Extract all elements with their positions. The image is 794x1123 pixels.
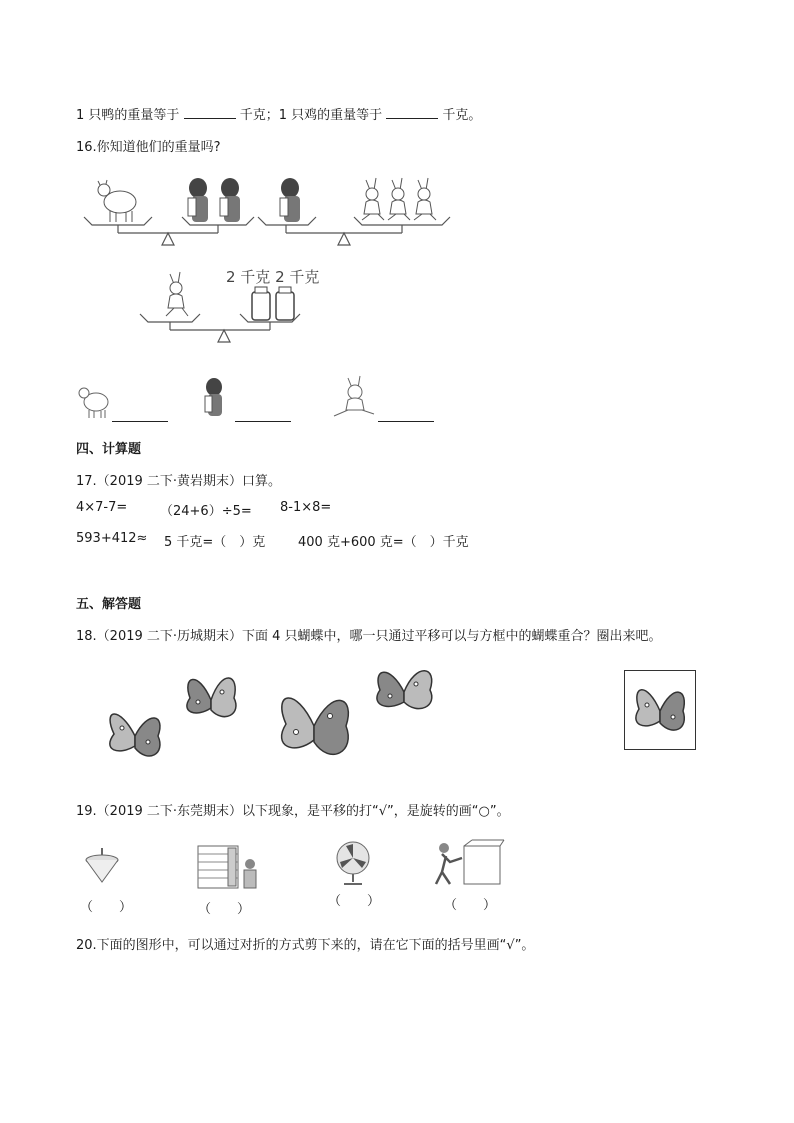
rabbit-weight-blank[interactable] <box>378 420 434 422</box>
q17-item-3: 8-1×8= <box>280 500 332 515</box>
rabbit-icon <box>330 374 380 420</box>
q17-item-2: （24+6）÷5= <box>160 504 252 519</box>
q20-title: 20.下面的图形中，可以通过对折的方式剪下来的，请在它下面的括号里画“√”。 <box>76 938 535 953</box>
q15-blank-duck[interactable] <box>184 117 236 119</box>
dog-icon <box>274 176 308 224</box>
sheep-weight-blank[interactable] <box>112 420 168 422</box>
weights-label: 2 千克 2 千克 <box>226 268 320 286</box>
rabbit-icon <box>356 176 440 224</box>
butterfly-icon[interactable] <box>270 676 360 776</box>
q15-blank-chicken[interactable] <box>386 117 438 119</box>
butterfly-icon[interactable] <box>178 662 244 734</box>
q19-bracket-3[interactable]: （ ） <box>328 894 381 909</box>
q17-item-4: 593+412≈ <box>76 531 148 546</box>
rabbit-icon <box>160 270 190 320</box>
sliding-window-icon <box>196 844 262 890</box>
dog-icon <box>200 376 230 418</box>
q15-answer-line: 1 只鸭的重量等于 千克；1 只鸡的重量等于 千克。 <box>76 108 482 123</box>
pushing-box-icon <box>434 840 504 888</box>
q18-title: 18.（2019 二下·历城期末）下面 4 只蝴蝶中，哪一只通过平移可以与方框中的蝴蝶重合？圈出来吧。 <box>76 629 662 644</box>
butterfly-icon <box>627 673 693 747</box>
dog-icon <box>184 176 250 224</box>
q19-bracket-2[interactable]: （ ） <box>198 902 251 917</box>
q17-item-5: 5 千克=（ ）克 <box>164 535 266 550</box>
q17-item-6: 400 克+600 克=（ ）千克 <box>298 535 469 550</box>
q16-title: 16.你知道他们的重量吗? <box>76 140 221 155</box>
butterfly-icon[interactable] <box>100 696 170 776</box>
sheep-icon <box>76 384 112 420</box>
spinning-top-icon <box>82 846 122 886</box>
q19-bracket-1[interactable]: （ ） <box>80 900 133 915</box>
reference-butterfly-frame <box>624 670 696 750</box>
q19-bracket-4[interactable]: （ ） <box>444 898 497 913</box>
dog-weight-blank[interactable] <box>235 420 291 422</box>
q17-item-1: 4×7-7= <box>76 500 128 515</box>
q17-title: 17.（2019 二下·黄岩期末）口算。 <box>76 474 282 489</box>
weight-icon <box>250 286 300 322</box>
sheep-icon <box>92 180 142 224</box>
section5-title: 五、解答题 <box>76 597 142 612</box>
q19-title: 19.（2019 二下·东莞期末）以下现象，是平移的打“√”，是旋转的画“○”。 <box>76 804 510 819</box>
section4-title: 四、计算题 <box>76 442 142 457</box>
fan-icon <box>332 840 374 886</box>
butterfly-icon[interactable] <box>368 656 442 724</box>
